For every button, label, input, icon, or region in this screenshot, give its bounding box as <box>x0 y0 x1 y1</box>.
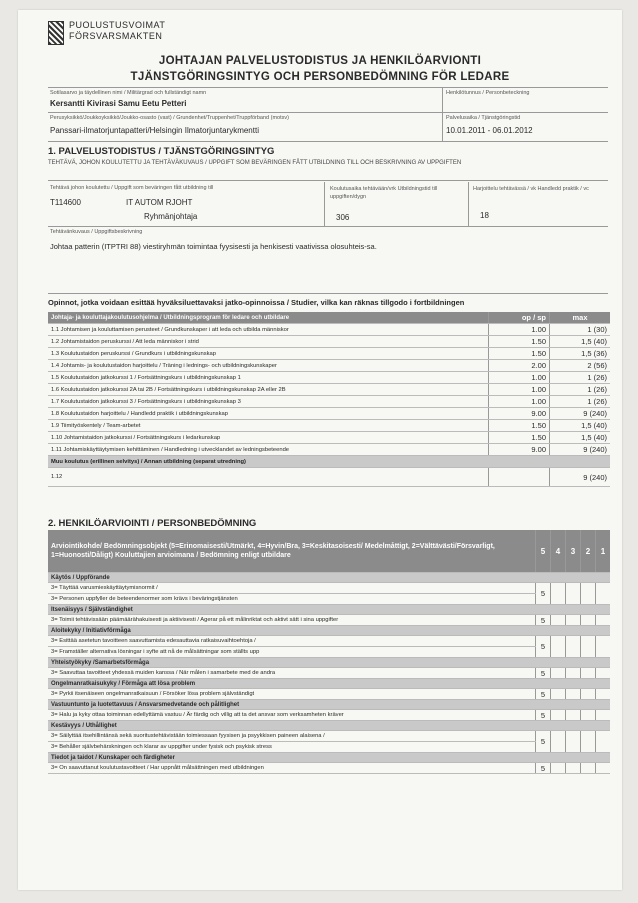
document-title-sv: TJÄNSTGÖRINGSINTYG OCH PERSONBEDÖMNING FÖR LEDARE <box>130 71 510 83</box>
name-value: Kersantti Kivirasi Samu Eetu Petteri <box>50 99 187 108</box>
course-name: 1.2 Johtamistaidon peruskurssi / Att leda människor i strid <box>48 336 489 348</box>
score-2 <box>581 615 596 626</box>
evaluation-category <box>48 753 610 763</box>
category-title: Itsenäisyys / Självständighet <box>48 605 610 615</box>
category-title: Vastuuntunto ja luotettavuus / Ansvarsmedvetande och pålitlighet <box>48 700 610 710</box>
criterion-text: 3= Framställer alternativa lösningar i syfte att nå de målsättningar som ställts upp <box>48 647 536 658</box>
evaluation-row <box>48 668 610 679</box>
score-1 <box>596 668 611 679</box>
other-course-max: 9 (240) <box>550 468 611 487</box>
course-name: 1.6 Koulutustaidon jatkokurssi 2A tai 2B / Fortsättningskurs i utbildningskunskap 2A eller 2B <box>48 384 489 396</box>
studies-table <box>48 312 610 487</box>
table-row <box>48 384 610 396</box>
org-name-sv: FÖRSVARSMAKTEN <box>69 31 163 41</box>
certificate-page <box>18 10 622 890</box>
course-op: 1.50 <box>489 432 550 444</box>
evaluation-table <box>48 530 610 774</box>
table-row <box>48 336 610 348</box>
evaluation-row <box>48 594 610 605</box>
score-5: 5 <box>536 615 551 626</box>
course-max: 1 (30) <box>550 324 611 336</box>
table-row <box>48 444 610 456</box>
score-4 <box>551 731 566 753</box>
divider <box>48 112 608 113</box>
category-title: Tiedot ja taidot / Kunskaper och färdigheter <box>48 753 610 763</box>
evaluation-row <box>48 731 610 742</box>
category-title: Ongelmanratkaisukyky / Förmåga att lösa problem <box>48 679 610 689</box>
course-name: 1.7 Koulutustaidon jatkokurssi 3 / Fortsättningskurs i utbildningskunskap 3 <box>48 396 489 408</box>
category-title: Aloitekyky / Initiativförmåga <box>48 626 610 636</box>
scale-4: 4 <box>551 530 566 573</box>
hours-value: 306 <box>336 213 350 222</box>
other-training-label: Muu koulutus (erillinen selvitys) / Annan utbildning (separat utredning) <box>48 456 610 468</box>
score-1 <box>596 583 611 605</box>
table-row <box>48 324 610 336</box>
criterion-text: 3= Halu ja kyky ottaa toiminnan edellyttämä vastuu / Är färdig och villig att ta det ansvar som verksamheten kräver <box>48 710 536 721</box>
course-max: 1 (26) <box>550 372 611 384</box>
score-4 <box>551 668 566 679</box>
col-max: max <box>550 312 611 324</box>
task-name: IT AUTOM RJOHT <box>126 198 193 207</box>
course-name: 1.9 Tiimityöskentely / Team-arbetet <box>48 420 489 432</box>
score-5: 5 <box>536 763 551 774</box>
studies-heading: Opinnot, jotka voidaan esittää hyväksiluettavaksi jatko-opinnoissa / Studier, vilka kan räknas tillgodo i fortbildningen <box>48 298 465 307</box>
category-title: Kestävyys / Uthållighet <box>48 721 610 731</box>
criterion-text: 3= Täyttää varusmieskäyttäytymisnormit / <box>48 583 536 594</box>
score-5: 5 <box>536 731 551 753</box>
score-4 <box>551 583 566 605</box>
score-3 <box>566 636 581 658</box>
divider <box>324 182 325 226</box>
table-row <box>48 396 610 408</box>
criterion-text: 3= Behåller självbehärskningen och klarar av uppgifter under fysisk och psykisk stress <box>48 742 536 753</box>
evaluation-row <box>48 710 610 721</box>
criterion-text: 3= Personen uppfyller de beteendenormer som krävs i beväringstjänsten <box>48 594 536 605</box>
unit-value: Panssari-ilmatorjuntapatteri/Helsingin Ilmatorjuntarykmentti <box>50 126 259 135</box>
score-3 <box>566 689 581 700</box>
criterion-text: 3= On saavuttanut koulutustavoitteet / Har uppnått målsättningen med utbildningen <box>48 763 536 774</box>
course-op: 1.00 <box>489 384 550 396</box>
col-op: op / sp <box>489 312 550 324</box>
table-row <box>48 408 610 420</box>
score-2 <box>581 668 596 679</box>
evaluation-category <box>48 700 610 710</box>
score-1 <box>596 710 611 721</box>
lion-emblem-icon <box>48 21 64 45</box>
score-5: 5 <box>536 636 551 658</box>
course-name: 1.3 Koulutustaidon peruskurssi / Grundkurs i utbildningskunskap <box>48 348 489 360</box>
score-2 <box>581 710 596 721</box>
evaluation-category <box>48 658 610 668</box>
criterion-text: 3= Pyrkii itsenäiseen ongelmanratkaisuun / Försöker lösa problem självständigt <box>48 689 536 700</box>
evaluation-row <box>48 647 610 658</box>
table-row <box>48 432 610 444</box>
evaluation-category <box>48 721 610 731</box>
divider <box>48 226 608 227</box>
unit-label: Perusyksikkö/Joukkoyksikkö/Joukko-osasto (vast) / Grundenhet/Truppenhet/Truppförband (motsv) <box>50 115 289 121</box>
criterion-text: 3= Toimii tehtävissään päämäärähakuisesti ja aktiivisesti / Agerar på ett målinriktat och aktivt sätt i sina uppgifter <box>48 615 536 626</box>
course-name: 1.4 Johtamis- ja koulutustaidon harjoittelu / Träning i lednings- och utbildningskunskaper <box>48 360 489 372</box>
period-label: Palvelusaika / Tjänstgöringstid <box>446 115 521 121</box>
score-5: 5 <box>536 710 551 721</box>
divider <box>48 293 608 294</box>
score-5: 5 <box>536 668 551 679</box>
divider <box>48 141 608 142</box>
course-op: 1.50 <box>489 336 550 348</box>
table-row <box>48 348 610 360</box>
score-2 <box>581 583 596 605</box>
scale-3: 3 <box>566 530 581 573</box>
task-role: Ryhmänjohtaja <box>144 212 198 221</box>
score-2 <box>581 689 596 700</box>
course-max: 1,5 (40) <box>550 336 611 348</box>
course-max: 9 (240) <box>550 408 611 420</box>
score-4 <box>551 689 566 700</box>
course-max: 1,5 (36) <box>550 348 611 360</box>
course-name: 1.8 Koulutustaidon harjoittelu / Handledd praktik i utbildningskunskap <box>48 408 489 420</box>
score-3 <box>566 763 581 774</box>
course-max: 1,5 (40) <box>550 420 611 432</box>
criterion-text: 3= Saavuttaa tavoitteet yhdessä muiden kanssa / När målen i samarbete med de andra <box>48 668 536 679</box>
score-2 <box>581 636 596 658</box>
score-1 <box>596 636 611 658</box>
divider <box>442 87 443 141</box>
hours-label: Koulutusaika tehtävään/vrk Utbildningstid till uppgiften/dygn <box>330 186 438 200</box>
table-row <box>48 360 610 372</box>
score-3 <box>566 615 581 626</box>
practical-label: Harjoittelu tehtävässä / vk Handledd praktik / vc <box>473 186 589 192</box>
course-max: 1 (26) <box>550 384 611 396</box>
evaluation-header: Arviointikohde/ Bedömningsobjekt (5=Erinomaisesti/Utmärkt, 4=Hyvin/Bra, 3=Keskitasoisesti/ Medelmåttigt, 2=Välttävästi/Försvarligt, 1=Huonosti/Dåligt) Kouluttajien arvioimana / Bedömning enligt utbildare <box>48 530 536 573</box>
section1-subtitle: TEHTÄVÄ, JOHON KOULUTETTU JA TEHTÄVÄKUVAUS / UPPGIFT SOM BEVÄRINGEN FÅTT UTBILDNING TILL OCH BESKRIVNING AV UPPGIFTEN <box>48 160 462 166</box>
other-course-name: 1.12 <box>48 468 489 487</box>
practical-value: 18 <box>480 211 489 220</box>
other-course-op <box>489 468 550 487</box>
score-1 <box>596 615 611 626</box>
score-4 <box>551 763 566 774</box>
criterion-text: 3= Esittää asetetun tavoitteen saavuttamista edesauttavia ratkaisuvaihtoehtoja / <box>48 636 536 647</box>
task-label: Tehtävä johon koulutettu / Uppgift som beväringen fått utbildning till <box>50 185 214 191</box>
scale-5: 5 <box>536 530 551 573</box>
other-training-header <box>48 456 610 468</box>
evaluation-row <box>48 636 610 647</box>
score-4 <box>551 636 566 658</box>
col-program: Johtaja- ja kouluttajakoulutusohjelma / Utbildningsprogram för ledare och utbildare <box>48 312 489 324</box>
course-op: 1.00 <box>489 324 550 336</box>
desc-value: Johtaa patterin (ITPTRI 88) viestiryhmän toimintaa fyysisesti ja henkisesti vaativissa olosuhteis-sa. <box>50 242 377 251</box>
score-3 <box>566 668 581 679</box>
evaluation-category <box>48 626 610 636</box>
section1-title: 1. PALVELUSTODISTUS / TJÄNSTGÖRINGSINTYG <box>48 146 275 157</box>
category-title: Yhteistyökyky /Samarbetsförmåga <box>48 658 610 668</box>
divider <box>48 87 608 88</box>
id-label: Henkilötunnus / Personbeteckning <box>446 90 530 96</box>
document-title-fi: JOHTAJAN PALVELUSTODISTUS JA HENKILÖARVIONTI <box>158 55 482 67</box>
score-3 <box>566 731 581 753</box>
score-5: 5 <box>536 583 551 605</box>
evaluation-category <box>48 605 610 615</box>
evaluation-category <box>48 679 610 689</box>
period-value: 10.01.2011 - 06.01.2012 <box>446 126 533 135</box>
evaluation-row <box>48 742 610 753</box>
course-max: 9 (240) <box>550 444 611 456</box>
course-op: 1.50 <box>489 348 550 360</box>
divider <box>48 180 608 181</box>
section2-title: 2. HENKILÖARVIOINTI / PERSONBEDÖMNING <box>48 518 257 529</box>
score-1 <box>596 731 611 753</box>
evaluation-category <box>48 573 610 583</box>
score-5: 5 <box>536 689 551 700</box>
course-op: 1.00 <box>489 372 550 384</box>
divider <box>468 182 469 226</box>
scale-2: 2 <box>581 530 596 573</box>
course-name: 1.10 Johtamistaidon jatkokurssi / Fortsättningskurs i ledarkunskap <box>48 432 489 444</box>
evaluation-row <box>48 763 610 774</box>
course-op: 1.50 <box>489 420 550 432</box>
course-name: 1.5 Koulutustaidon jatkokurssi 1 / Fortsättningskurs i utbildningskunskap 1 <box>48 372 489 384</box>
task-code: T114600 <box>50 198 81 207</box>
score-3 <box>566 583 581 605</box>
score-4 <box>551 615 566 626</box>
course-max: 1 (26) <box>550 396 611 408</box>
course-op: 9.00 <box>489 444 550 456</box>
course-op: 9.00 <box>489 408 550 420</box>
table-row <box>48 420 610 432</box>
category-title: Käytös / Uppförande <box>48 573 610 583</box>
course-name: 1.11 Johtamiskäyttäytymisen kehittäminen / Handledning i utvecklandet av ledningsbeteende <box>48 444 489 456</box>
course-max: 2 (56) <box>550 360 611 372</box>
scale-1: 1 <box>596 530 611 573</box>
course-name: 1.1 Johtamisen ja kouluttamisen perusteet / Grundkunskaper i att leda och utbilda människor <box>48 324 489 336</box>
score-3 <box>566 710 581 721</box>
criterion-text: 3= Säilyttää itsehillintänsä sekä suoritustehtävistään toimiessaan fyysisen ja psyykkisen paineen alaisena / <box>48 731 536 742</box>
table-row <box>48 468 610 487</box>
table-row <box>48 372 610 384</box>
evaluation-row <box>48 583 610 594</box>
desc-label: Tehtävänkuvaus / Uppgiftsbeskrivning <box>50 229 143 235</box>
org-name-fi: PUOLUSTUSVOIMAT <box>69 20 166 30</box>
course-op: 1.00 <box>489 396 550 408</box>
score-4 <box>551 710 566 721</box>
name-label: Sotilasarvo ja täydellinen nimi / Militärgrad och fullständigt namn <box>50 90 207 96</box>
evaluation-row <box>48 689 610 700</box>
score-1 <box>596 689 611 700</box>
score-2 <box>581 763 596 774</box>
score-1 <box>596 763 611 774</box>
course-max: 1,5 (40) <box>550 432 611 444</box>
org-header <box>48 20 165 45</box>
score-2 <box>581 731 596 753</box>
evaluation-row <box>48 615 610 626</box>
course-op: 2.00 <box>489 360 550 372</box>
